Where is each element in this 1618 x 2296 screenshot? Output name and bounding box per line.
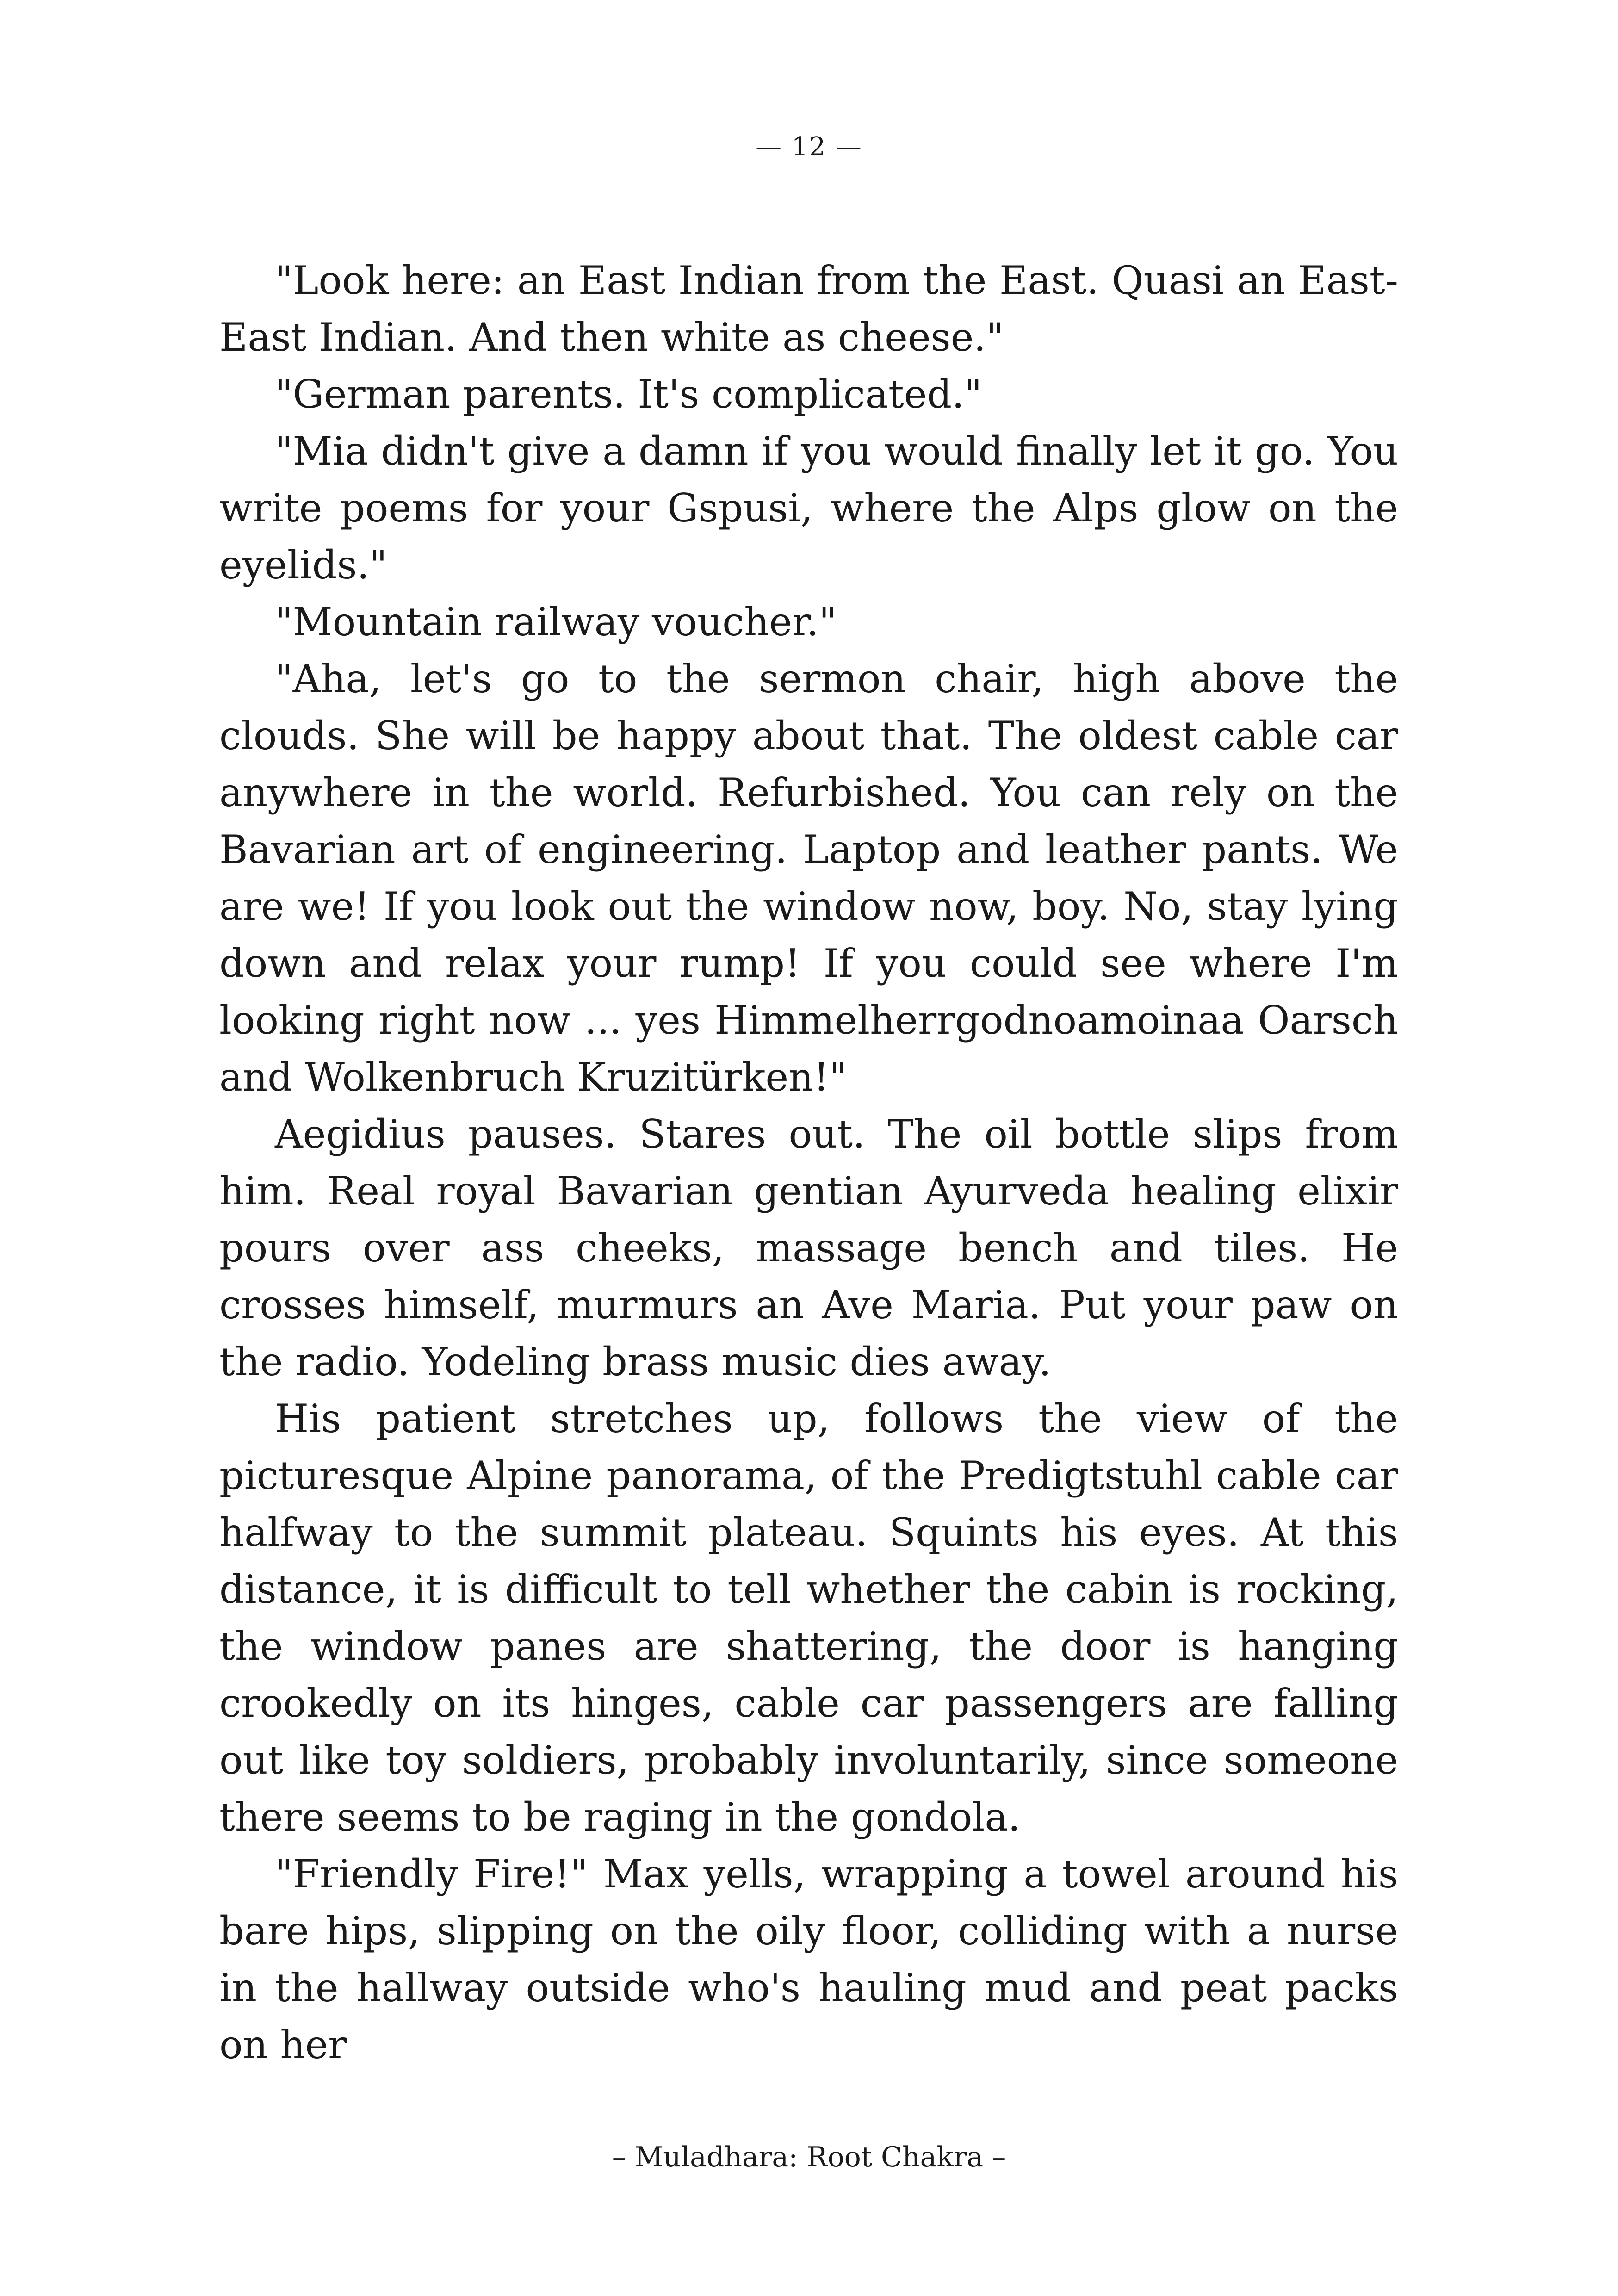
paragraph: "Mia didn't give a damn if you would finally let it go. You write poems for your Gspusi, where the Alps glow on the eyelids." <box>219 428 1398 588</box>
paragraph: "Look here: an East Indian from the East. Quasi an East-East Indian. And then white as cheese." <box>219 258 1398 360</box>
paragraph: "Aha, let's go to the sermon chair, high above the clouds. She will be happy about that. The oldest cable car anywhere in the world. Refurbished. You can rely on the Bavarian art of engineering. Laptop and leather pants. We are we! If you look out the window now, boy. No, stay lying down and relax your rump! If you could see where I'm looking right now ... yes Himmelherrgodnoamoinaa Oarsch and Wolkenbruch Kruzitürken!" <box>219 656 1398 1100</box>
paragraph: "German parents. It's complicated." <box>275 372 982 417</box>
paragraph: "Mountain railway voucher." <box>275 599 837 645</box>
page-number: — 12 — <box>756 132 862 162</box>
paragraph: "Friendly Fire!" Max yells, wrapping a towel around his bare hips, slipping on the oily floor, colliding with a nurse in the hallway outside who's hauling mud and peat packs on her <box>219 1851 1398 2067</box>
running-footer: – Muladhara: Root Chakra – <box>612 2141 1006 2173</box>
paragraph: Aegidius pauses. Stares out. The oil bottle slips from him. Real royal Bavarian gentian Ayurveda healing elixir pours over ass cheeks, massage bench and tiles. He crosses himself, murmurs an Ave Maria. Put your paw on the radio. Yodeling brass music dies away. <box>219 1111 1398 1384</box>
paragraph: His patient stretches up, follows the view of the picturesque Alpine panorama, of the Predigtstuhl cable car halfway to the summit plateau. Squints his eyes. At this distance, it is difficult to tell whether the cabin is rocking, the window panes are shattering, the door is hanging crookedly on its hinges, cable car passengers are falling out like toy soldiers, probably involuntarily, since someone there seems to be raging in the gondola. <box>219 1396 1398 1840</box>
text-body <box>219 252 1398 2073</box>
